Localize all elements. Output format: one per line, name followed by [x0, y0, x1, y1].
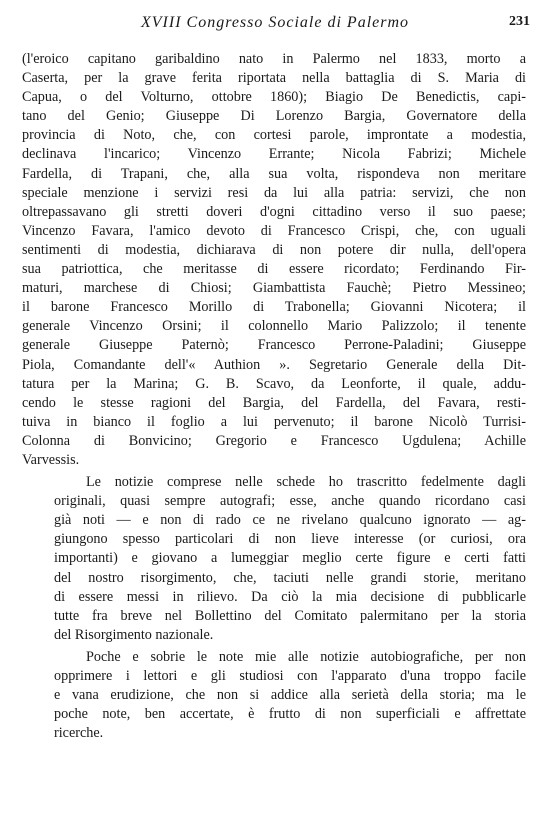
text-line: Poche e sobrie le note mie alle notizie autobiografiche, per non: [86, 648, 526, 665]
text-line: opprimere i lettori e gli studiosi con l'apparato d'una troppo facile: [54, 668, 526, 684]
running-title: XVIII Congresso Sociale di Palermo: [140, 14, 410, 31]
text-line: Vincenzo Favara, l'amico devoto di Francesco Crispi, che, con uguali: [22, 222, 526, 239]
text-line: poche note, ben accertate, è frutto di non superficiali e affrettate: [54, 706, 526, 723]
text-line: Varvessis.: [22, 451, 80, 468]
text-line: generale Giuseppe Paternò; Francesco Perrone-Paladini; Giuseppe: [22, 337, 526, 354]
text-line: tatura per la Marina; G. B. Scavo, da Leonforte, il quale, addu-: [22, 375, 526, 392]
text-line: generale Vincenzo Orsini; il colonnello Mario Palizzolo; il tenente: [22, 318, 526, 335]
text-line: Capua, o del Volturno, ottobre 1860); Biagio De Benedictis, capi-: [22, 89, 526, 106]
paragraph-autobiographical-notes: [22, 648, 526, 743]
text-line: del Risorgimento nazionale.: [54, 626, 214, 643]
text-line: Fardella, di Trapani, che, alla sua volta, rispondeva non meritare: [22, 165, 526, 182]
text-line: oltrepassavano gli stretti doveri d'ogni cittadino verso il suo paese;: [22, 203, 526, 220]
paragraph-notes-transcription: [22, 473, 526, 645]
text-line: tutte fra breve nel Bollettino del Comitato palermitano per la storia: [54, 607, 526, 624]
text-line: (l'eroico capitano garibaldino nato in Palermo nel 1833, morto a: [22, 51, 526, 67]
text-line: originali, quasi sempre autografi; esse, anche quando ricordano casi: [54, 493, 526, 510]
text-line: declinava l'incarico; Vincenzo Errante; Nicola Fabrizi; Michele: [22, 146, 526, 163]
text-line: ricerche.: [54, 725, 104, 742]
paragraph-nominees-list: [22, 50, 526, 470]
text-line: tuiva in bianco il foglio a lui pervenuto; il barone Nicolò Turrisi-: [22, 413, 526, 430]
text-line: il barone Francesco Morillo di Trabonella; Giovanni Nicotera; il: [22, 299, 526, 316]
text-line: importanti) e giovano a lumeggiar meglio certe figure e certi fatti: [54, 550, 526, 567]
text-line: Le notizie comprese nelle schede ho trascritto fedelmente dagli: [86, 474, 526, 491]
text-line: Colonna di Bonvicino; Gregorio e Francesco Ugdulena; Achille: [22, 432, 526, 449]
text-line: giungono spesso particolari di non lieve interesse (or curiosi, ora: [54, 531, 526, 548]
text-line: provincia di Noto, che, con cortesi parole, improntate a modestia,: [22, 127, 526, 144]
text-line: già noti — e non di rado ce ne rivelano qualcuno ignorato — ag-: [54, 512, 526, 529]
text-line: e vana erudizione, che non si addice alla serietà della storia; ma le: [54, 687, 526, 704]
body-text: [22, 50, 526, 743]
text-line: di essere messi in rilievo. Da ciò la mia decisione di pubblicarle: [54, 588, 526, 605]
text-line: sentimenti di modestia, dichiarava di non potere dir nulla, dell'opera: [22, 241, 526, 258]
text-line: sua patriottica, che meritasse di essere ricordato; Ferdinando Fir-: [22, 261, 526, 278]
text-line: speciale menzione i servizi resi da lui alla patria: servizi, che non: [22, 184, 526, 201]
page-number: 231: [509, 14, 530, 29]
text-line: del nostro risorgimento, che, taciuti nelle grandi storie, meritano: [54, 569, 526, 586]
text-line: tano del Genio; Giuseppe Di Lorenzo Bargia, Governatore della: [22, 108, 526, 125]
text-line: Piola, Comandante dell'« Authion ». Segretario Generale della Dit-: [22, 356, 526, 373]
text-line: Caserta, per la grave ferita riportata nella battaglia di S. Maria di: [22, 70, 526, 87]
text-line: maturi, marchese di Chiosi; Giambattista Fauchè; Pietro Messineo;: [22, 280, 526, 297]
text-line: cendo le stesse ragioni del Bargia, del Fardella, del Favara, resti-: [22, 394, 526, 411]
running-header: [20, 14, 530, 36]
